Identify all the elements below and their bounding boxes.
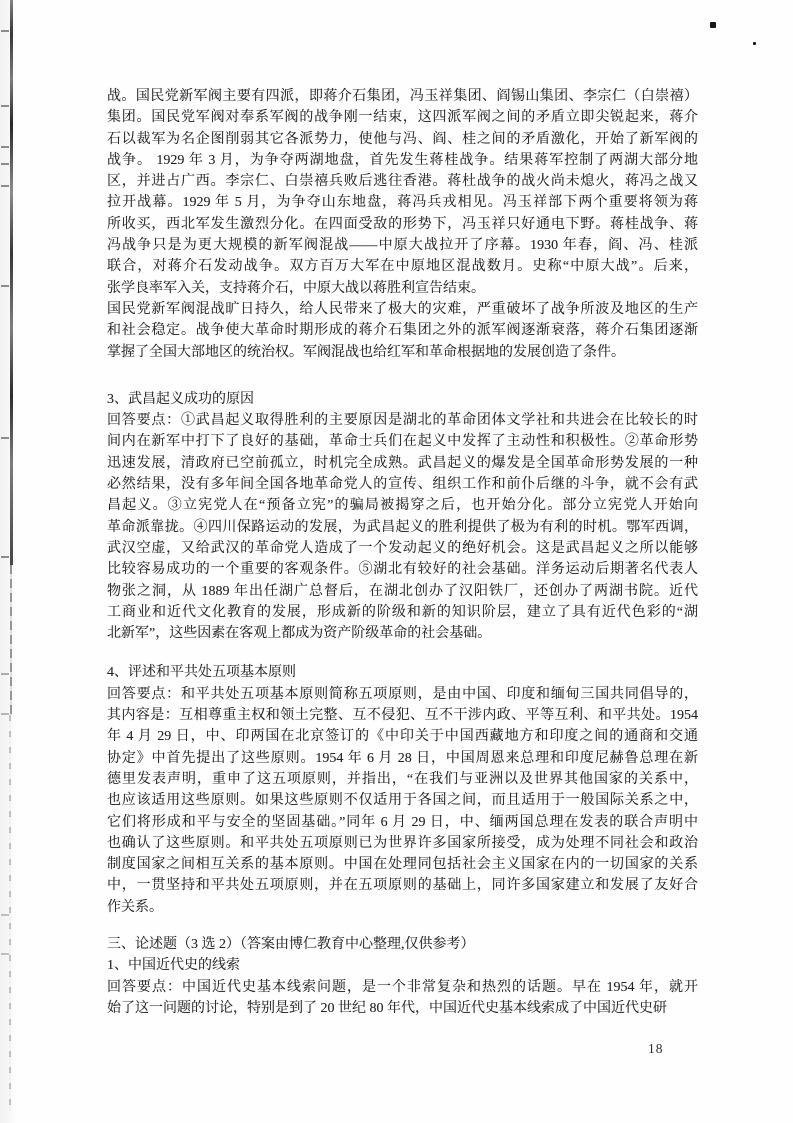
- scan-tick: [1, 713, 9, 715]
- page-number: 18: [648, 1041, 664, 1056]
- text-line: 昌起义。③立宪党人在“预备立宪”的骗局被揭穿之后，也开始分化。部分立宪党人开始向: [107, 498, 698, 514]
- warlord-wars-impact-paragraph: [107, 299, 698, 363]
- text-line: 所收买，西北军发生激烈分化。在四面受敌的形势下，冯玉祥只好通电下野。蒋桂战争、蒋: [107, 216, 698, 232]
- text-line: 回答要点：①武昌起义取得胜利的主要原因是湖北的革命团体文学社和共进会在比较长的时: [107, 413, 698, 429]
- scan-tick: [1, 105, 9, 107]
- scan-tick: [1, 285, 9, 287]
- text-line: 协定》中首先提出了这些原则。1954 年 6 月 28 日，中国周恩来总理和印度尼赫鲁总理在新: [107, 750, 698, 766]
- scan-tick: [1, 163, 9, 165]
- text-line: 石以裁军为名企图削弱其它各派势力，使他与冯、阎、桂之间的矛盾激化，开始了新军阀的: [107, 131, 698, 147]
- text-line: 作关系。: [107, 899, 163, 915]
- text-line: 革命派靠拢。④四川保路运动的发展，为武昌起义的胜利提供了极为有利的时机。鄂军西调，: [107, 519, 698, 535]
- scan-tick: [1, 953, 9, 955]
- text-line: 张学良率军入关，支持蒋介石，中原大战以蒋胜利宣告结束。: [107, 280, 485, 296]
- warlord-wars-paragraph: [107, 86, 698, 299]
- scan-artifact-left-edge-top: [10, 0, 13, 565]
- text-line: 掌握了全国大部地区的统治权。军阀混战也给红军和革命根据地的发展创造了条件。: [107, 344, 625, 360]
- scan-artifact-left-edge-mid: [10, 565, 12, 715]
- text-line: 也确认了这些原则。和平共处五项原则已为世界许多国家所接受，成为处理不同社会和政治: [107, 835, 698, 851]
- text-line: 战争。 1929 年 3 月，为争夺两湖地盘，首先发生蒋桂战争。结果蒋军控制了两湖大部分地: [107, 152, 698, 168]
- scan-artifact-left-edge-bottom: [9, 715, 11, 1111]
- text-line: 集团。国民党军阀对奉系军阀的战争刚一结束，这四派军阀之间的矛盾立即尖锐起来，蒋介: [107, 110, 698, 126]
- scan-dot-small: [753, 42, 756, 45]
- text-line: 战。国民党新军阀主要有四派，即蒋介石集团，冯玉祥集团、阎锡山集团、李宗仁（白崇禧）: [107, 89, 698, 104]
- text-line: 工商业和近代文化教育的发展，形成新的阶级和新的知识阶层，建立了具有近代色彩的“湖: [107, 604, 698, 620]
- scan-tick: [1, 185, 9, 187]
- section-4-heading: 4、评述和平共处五项基本原则: [107, 665, 296, 681]
- scan-tick: [1, 673, 9, 675]
- modern-history-threads-answer: [107, 977, 698, 1020]
- five-principles-answer: [107, 684, 698, 918]
- text-line: 间内在新军中打下了良好的基础，革命士兵们在起义中发挥了主动性和积极性。②革命形势: [107, 434, 698, 450]
- text-line: 始了这一问题的讨论，特别是到了 20 世纪 80 年代，中国近代史基本线索成了中国近代史研: [107, 1000, 667, 1016]
- text-line: 中，一贯坚持和平共处五项原则，并在五项原则的基础上，同许多国家建立和发展了友好合: [107, 878, 698, 894]
- scan-tick: [1, 30, 9, 32]
- scan-tick: [1, 437, 9, 439]
- text-line: 国民党新军阀混战旷日持久，给人民带来了极大的灾难，严重破坏了战争所波及地区的生产: [107, 301, 698, 317]
- scan-dot-large: [710, 22, 716, 28]
- text-line: 拉开战幕。1929 年 5 月，为争夺山东地盘，蒋冯兵戎相见。冯玉祥部下两个重要将领为蒋: [107, 195, 698, 211]
- text-line: 也应该适用这些原则。如果这些原则不仅适用于各国之间，而且适用于一般国际关系之中，: [107, 793, 698, 809]
- text-line: 制度国家之间相互关系的基本原则。中国在处理同包括社会主义国家在内的一切国家的关系: [107, 857, 698, 873]
- essay-section-heading: 三、论述题（3 选 2）（答案由博仁教育中心整理,仅供参考）: [107, 936, 475, 952]
- section-3-heading: 3、武昌起义成功的原因: [107, 391, 254, 407]
- text-line: 和社会稳定。战争使大革命时期形成的蒋介石集团之外的派军阀逐渐衰落，蒋介石集团逐渐: [107, 323, 698, 339]
- text-line: 回答要点：中国近代史基本线索问题，是一个非常复杂和热烈的话题。早在 1954 年，就开: [107, 979, 698, 995]
- text-line: 回答要点：和平共处五项基本原则简称五项原则，是由中国、印度和缅甸三国共同倡导的，: [107, 686, 698, 702]
- text-line: 其内容是：互相尊重主权和领土完整、互不侵犯、互不干涉内政、平等互利、和平共处。1954: [107, 708, 698, 724]
- text-line: 比较容易成功的一个重要的客观条件。⑤湖北有较好的社会基础。洋务运动后期著名代表人: [107, 562, 698, 578]
- text-line: 年 4 月 29 日，中、印两国在北京签订的《中印关于中国西藏地方和印度之间的通商和交通: [107, 729, 698, 745]
- text-line: 德里发表声明，重申了这五项原则，并指出，“在我们与亚洲以及世界其他国家的关系中，: [107, 771, 698, 787]
- text-line: 区，并进占广西。李宗仁、白崇禧兵败后逃往香港。蒋杜战争的战火尚未熄火，蒋冯之战又: [107, 174, 698, 190]
- text-line: 北新军”，这些因素在客观上都成为资产阶级革命的社会基础。: [107, 626, 492, 642]
- scan-tick: [1, 146, 9, 148]
- document-body: [107, 86, 698, 1019]
- scan-tick: [1, 914, 9, 916]
- text-line: 迅速发展，清政府已空前孤立，时机完全成熟。武昌起义的爆发是全国革命形势发展的一种: [107, 455, 698, 471]
- text-line: 冯战争只是为更大规模的新军阀混战——中原大战拉开了序幕。1930 年春，阎、冯、桂派: [107, 238, 698, 254]
- scan-tick: [1, 556, 9, 558]
- wuchang-uprising-answer: [107, 410, 698, 644]
- text-line: 它们将形成和平与安全的坚固基础。”同年 6 月 29 日，中、缅两国总理在发表的联合声明中: [107, 814, 698, 830]
- text-line: 物张之洞，从 1889 年出任湖广总督后，在湖北创办了汉阳铁厂，还创办了两湖书院。近代: [107, 583, 698, 599]
- essay-question-1-heading: 1、中国近代史的线索: [107, 958, 240, 974]
- text-line: 必然结果，没有多年间全国各地革命党人的宣传、组织工作和前仆后继的斗争，就不会有武: [107, 477, 698, 493]
- text-line: 联合，对蒋介石发动战争。双方百万大军在中原地区混战数月。史称“中原大战”。后来，: [107, 259, 698, 275]
- text-line: 武汉空虚，又给武汉的革命党人造成了一个发动起义的绝好机会。这是武昌起义之所以能够: [107, 540, 698, 556]
